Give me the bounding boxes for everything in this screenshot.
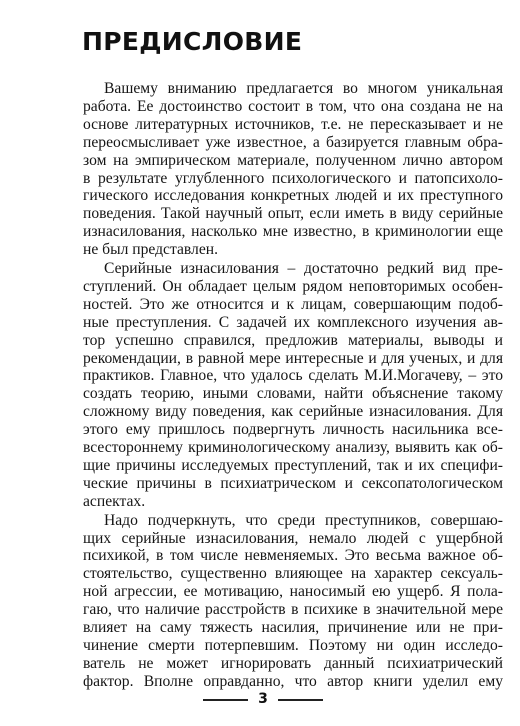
text-line: щих серийные изнасилования, немало людей с ущербной <box>83 529 503 547</box>
text-line: ной агрессии, ее мотивацию, наносимый ею ущерб. Я пола- <box>83 583 503 601</box>
text-line: в результате углубленного психологического и патопсихоло- <box>83 169 503 187</box>
text-line: зом на эмпирическом материале, полученном лично автором <box>83 151 503 169</box>
text-line: всестороннему криминологическому анализу, выявить как об- <box>83 439 503 456</box>
text-line: аспектах. <box>83 492 146 510</box>
text-line: создать теорию, иными словами, найти объяснение такому <box>83 385 503 403</box>
text-line: сложному виду поведения, как серийные изнасилования. Для <box>83 403 503 421</box>
text-line: не был представлен. <box>83 241 218 259</box>
text-line: Вашему вниманию предлагается во многом уникальная <box>104 80 503 97</box>
text-line: практиков. Главное, что удалось сделать М.И.Могачеву, – это <box>83 367 503 385</box>
text-line: работа. Ее достоинство состоит в том, что она создана не на <box>83 97 503 115</box>
text-line: ступлений. Он обладает целым рядом неповторимых особен- <box>83 277 503 295</box>
text-line: психикой, в том числе невменяемых. Это весьма важное об- <box>83 547 503 565</box>
text-line: основе литературных источников, т.е. не пересказывает и не <box>83 115 503 133</box>
text-line: влияет на саму тяжесть насилия, причинение или не при- <box>83 619 503 636</box>
text-line: переосмысливает уже известное, а базируется главным обра- <box>83 133 503 151</box>
text-line: ватель не может игнорировать данный психиатрический <box>83 654 503 672</box>
text-line: рекомендации, в равной мере интересные и для ученых, и для <box>83 349 503 367</box>
text-line: этого ему пришлось подвергнуть личность насильника все- <box>83 421 503 439</box>
text-line: гического исследования конкретных людей и их преступного <box>83 187 503 205</box>
text-line: изнасилования, насколько мне известно, в криминологии еще <box>83 223 503 241</box>
text-line: щие причины исследуемых преступлений, так и их специфи- <box>83 456 503 474</box>
text-line: ные преступления. С задачей их комплексного изучения ав- <box>83 313 503 331</box>
page-footer <box>83 688 503 708</box>
text-line: Надо подчеркнуть, что среди преступников, совершаю- <box>104 511 503 529</box>
text-line: ческие причины в психиатрическом и сексопатологическом <box>83 474 503 492</box>
text-line: поведения. Такой научный опыт, если иметь в виду серийные <box>83 205 503 223</box>
text-line: чинение смерти потерпевшим. Поэтому ни один исследо- <box>83 636 503 654</box>
footer-rule-right <box>278 699 323 701</box>
footer-rule-left <box>203 699 248 701</box>
text-line: стоятельство, существенно влияющее на характер сексуаль- <box>83 565 503 583</box>
text-line: фактор. Вполне оправданно, что автор книги уделил ему <box>83 672 503 690</box>
text-line: Серийные изнасилования – достаточно редкий вид пре- <box>104 260 503 277</box>
text-line: тор успешно справился, предложив материалы, выводы и <box>83 331 503 349</box>
text-line: ностей. Это же относится и к лицам, совершающим подоб- <box>83 295 503 313</box>
page-number: 3 <box>258 691 268 707</box>
text-line: гаю, что наличие расстройств в психике в значительной мере <box>83 601 503 619</box>
page-title: ПРЕДИСЛОВИЕ <box>82 27 303 56</box>
